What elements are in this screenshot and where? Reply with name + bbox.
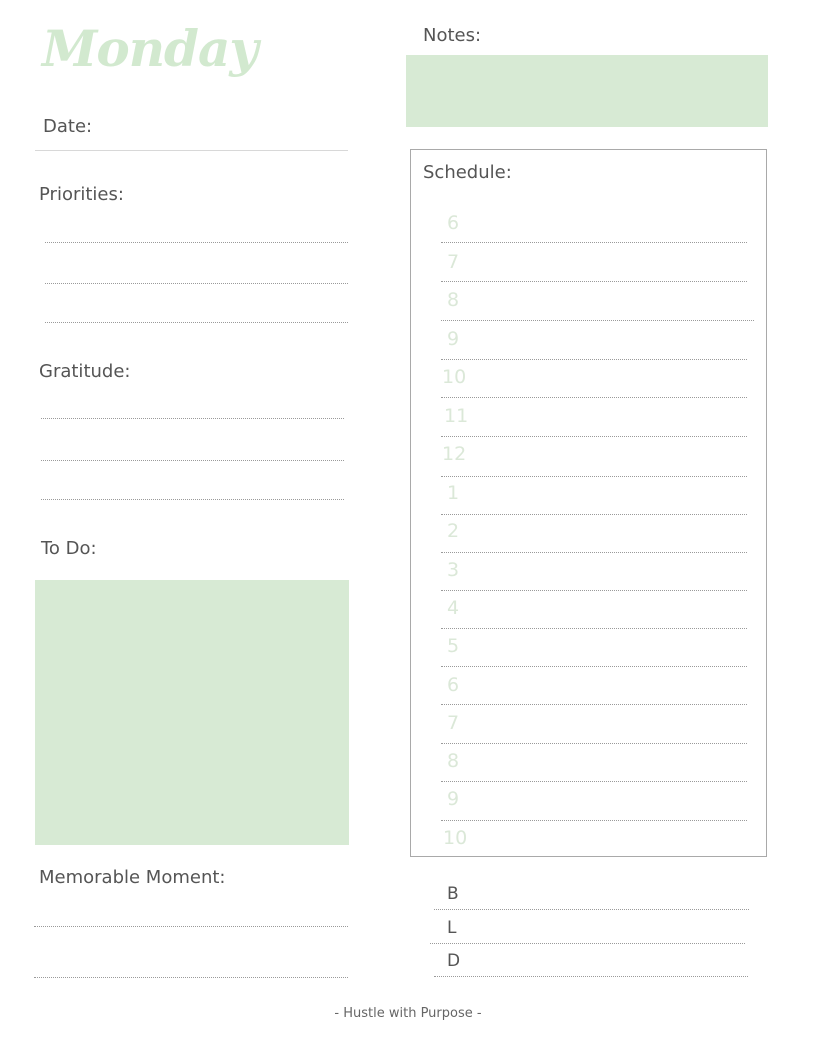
schedule-hour-6pm: 6 (447, 674, 460, 696)
priority-line-3[interactable] (45, 322, 348, 323)
schedule-hour-12pm: 12 (442, 443, 467, 465)
schedule-hour-9am: 9 (447, 328, 460, 350)
schedule-hour-7am: 7 (447, 251, 460, 273)
memorable-line-2[interactable] (34, 977, 348, 978)
meal-lunch-line[interactable] (430, 943, 745, 944)
schedule-hour-4pm: 4 (447, 597, 460, 619)
gratitude-line-2[interactable] (41, 460, 344, 461)
priority-line-2[interactable] (45, 283, 348, 284)
meal-lunch-label: L (447, 918, 457, 938)
schedule-line-5pm[interactable] (441, 666, 747, 667)
schedule-hour-1pm: 1 (447, 482, 460, 504)
schedule-line-7pm[interactable] (441, 743, 747, 744)
schedule-line-10am[interactable] (441, 397, 747, 398)
schedule-hour-9pm: 9 (447, 788, 460, 810)
schedule-heading: Schedule: (423, 162, 512, 183)
memorable-heading: Memorable Moment: (39, 867, 226, 888)
date-label: Date: (43, 116, 93, 137)
schedule-hour-10pm: 10 (443, 827, 468, 849)
meal-breakfast-label: B (447, 884, 459, 904)
schedule-line-7am[interactable] (441, 281, 747, 282)
notes-heading: Notes: (423, 25, 482, 46)
schedule-hour-8am: 8 (447, 289, 460, 311)
todo-box[interactable] (35, 580, 349, 845)
gratitude-line-1[interactable] (41, 418, 344, 419)
schedule-hour-2pm: 2 (447, 520, 460, 542)
schedule-hour-5pm: 5 (447, 635, 460, 657)
schedule-line-9am[interactable] (441, 359, 747, 360)
schedule-hour-11am: 11 (444, 405, 469, 427)
schedule-hour-10am: 10 (442, 366, 467, 388)
meal-breakfast-line[interactable] (434, 909, 749, 910)
priority-line-1[interactable] (45, 242, 348, 243)
schedule-hour-6am: 6 (447, 212, 460, 234)
meal-dinner-line[interactable] (434, 976, 748, 977)
schedule-line-8am[interactable] (441, 320, 754, 321)
schedule-line-3pm[interactable] (441, 590, 747, 591)
schedule-line-4pm[interactable] (441, 628, 747, 629)
schedule-line-12pm[interactable] (441, 476, 747, 477)
schedule-line-11am[interactable] (441, 436, 747, 437)
footer-tagline: - Hustle with Purpose - (334, 1006, 482, 1021)
schedule-hour-8pm: 8 (447, 750, 460, 772)
schedule-line-6am[interactable] (441, 242, 747, 243)
todo-heading: To Do: (41, 538, 97, 559)
memorable-line-1[interactable] (34, 926, 348, 927)
notes-box[interactable] (406, 55, 768, 127)
gratitude-line-3[interactable] (41, 499, 344, 500)
meal-dinner-label: D (447, 951, 461, 971)
day-title: Monday (42, 19, 258, 78)
date-line[interactable] (35, 150, 348, 151)
schedule-hour-7pm: 7 (447, 712, 460, 734)
priorities-heading: Priorities: (39, 184, 124, 205)
schedule-line-9pm[interactable] (441, 820, 747, 821)
schedule-hour-3pm: 3 (447, 559, 460, 581)
schedule-line-1pm[interactable] (441, 514, 747, 515)
gratitude-heading: Gratitude: (39, 361, 131, 382)
schedule-line-2pm[interactable] (441, 552, 747, 553)
schedule-line-8pm[interactable] (441, 781, 747, 782)
schedule-line-6pm[interactable] (441, 704, 747, 705)
